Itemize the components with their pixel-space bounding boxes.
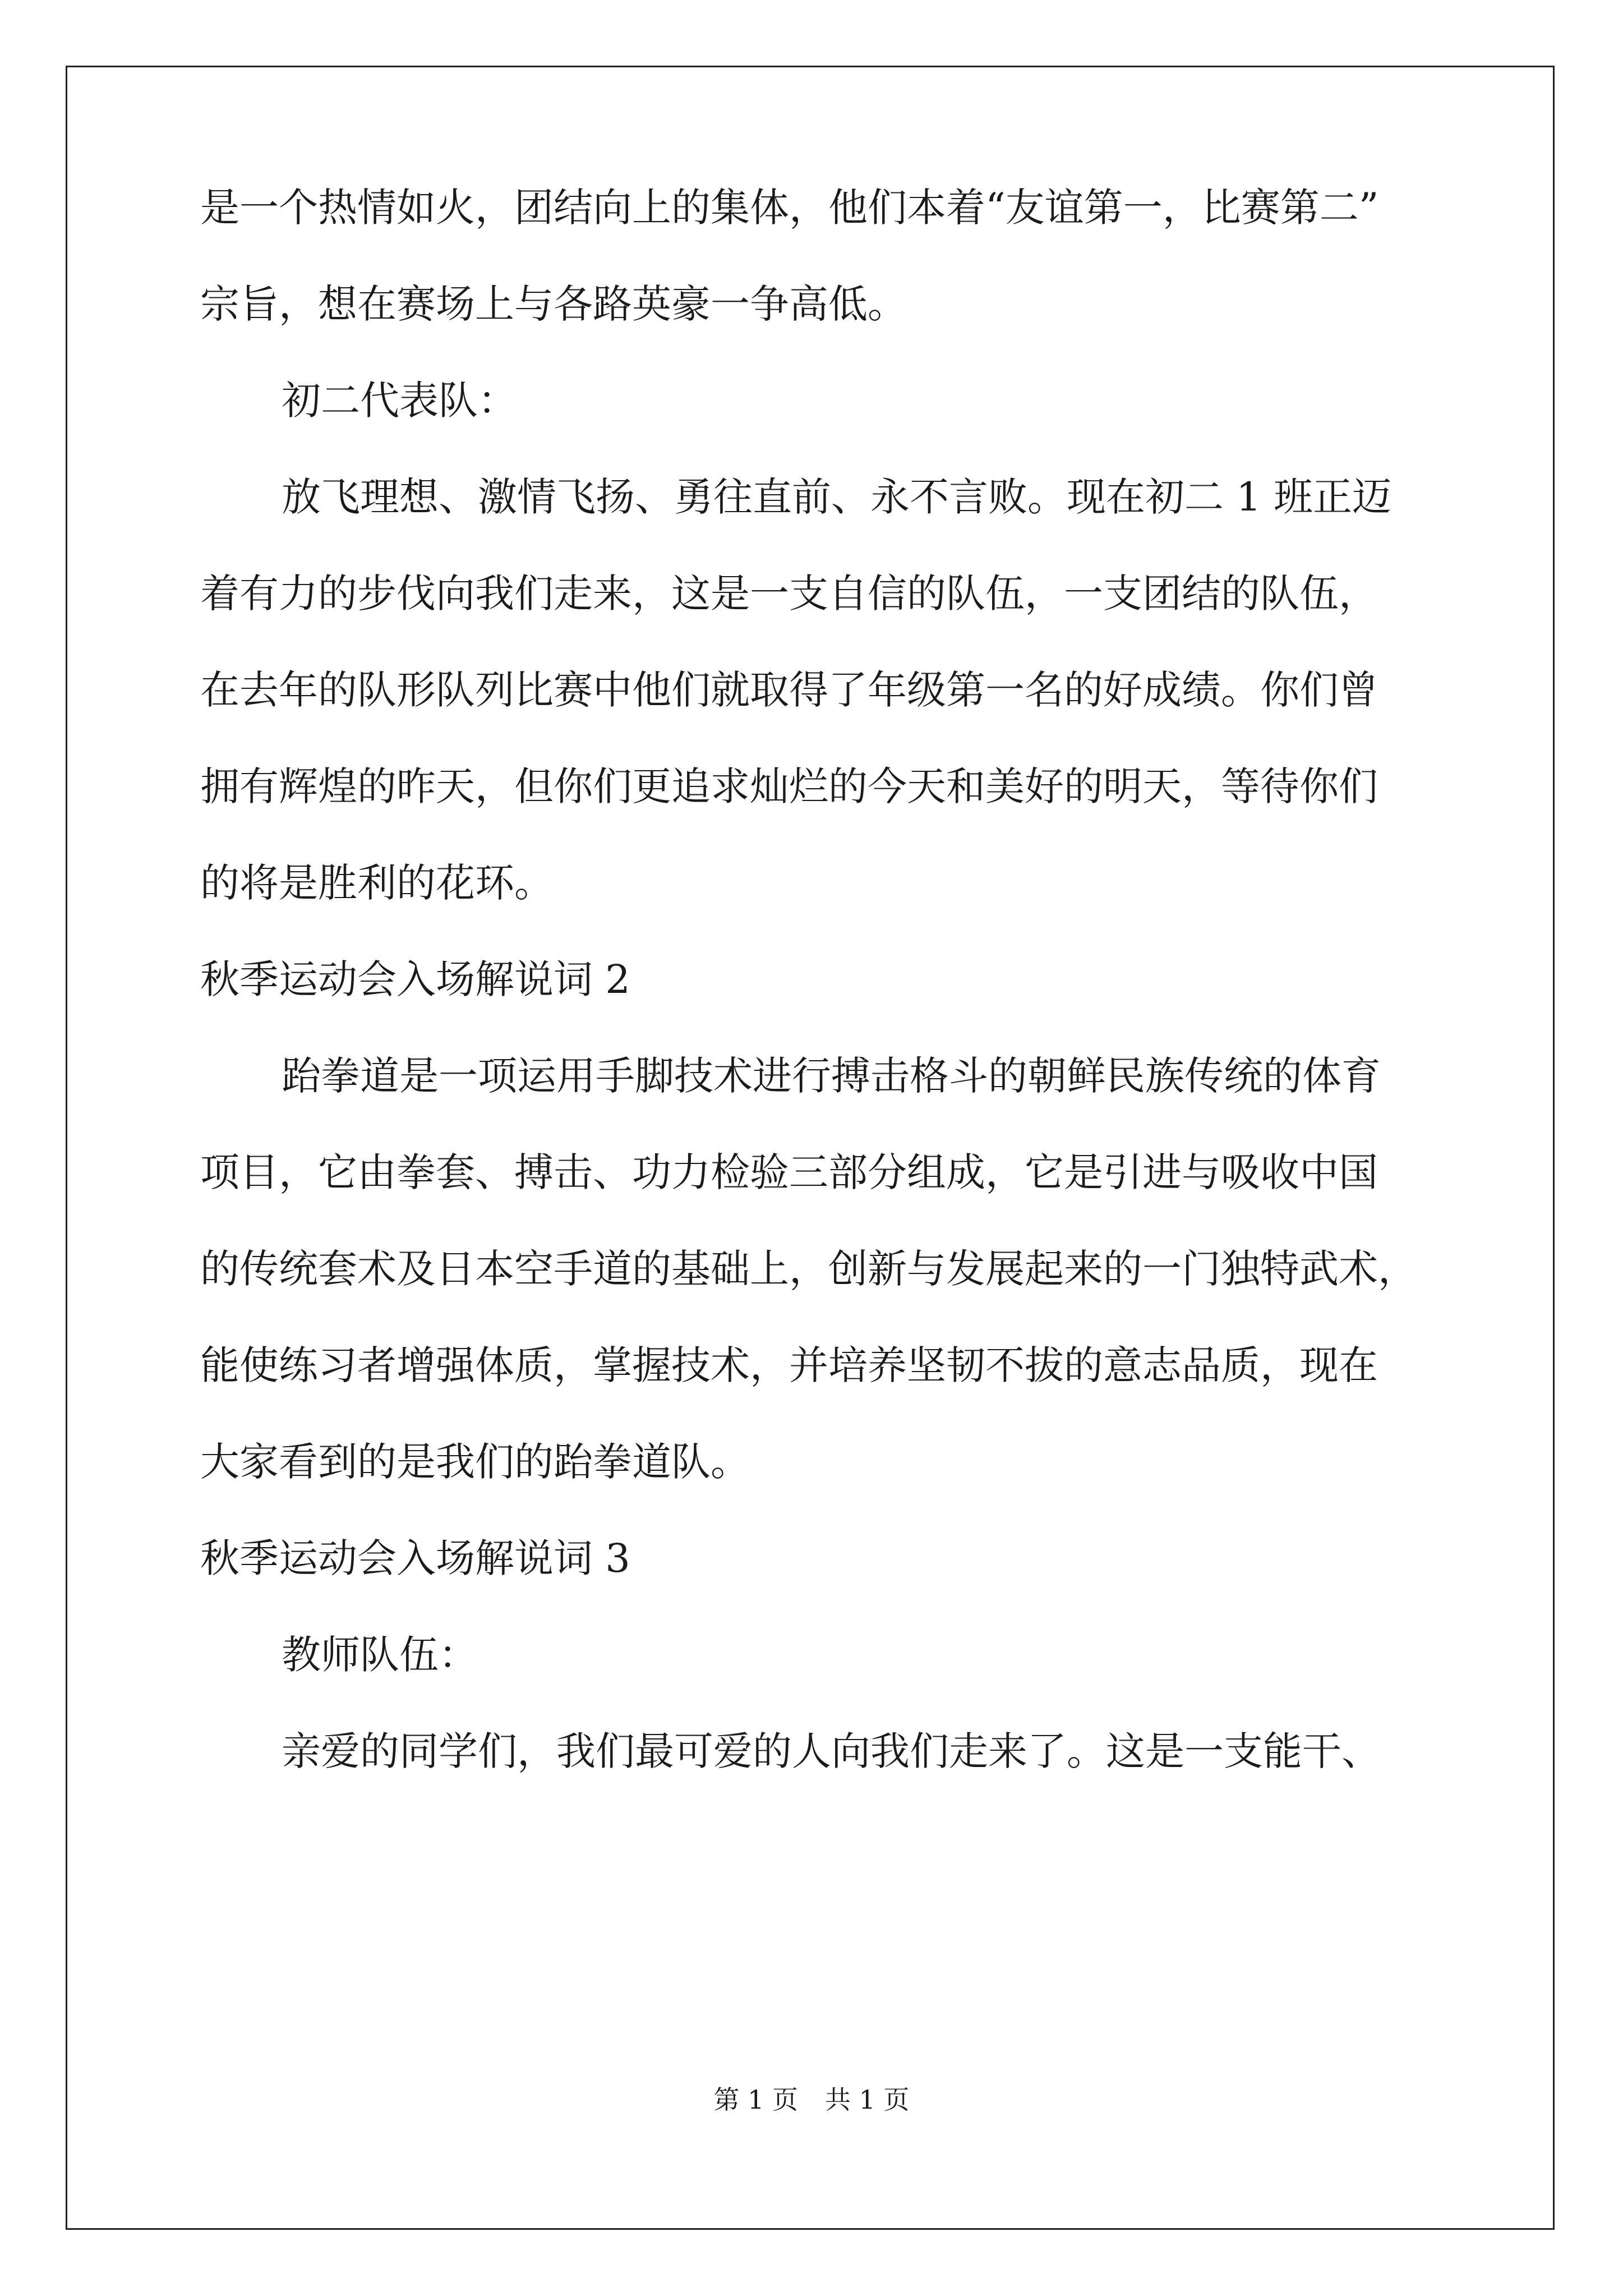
document-body (200, 185, 1462, 1828)
text-line: 的传统套术及日本空手道的基础上，创新与发展起来的一门独特武术， (200, 1246, 1417, 1292)
text-line: 项目，它由拳套、搏击、功力检验三部分组成，它是引进与吸收中国 (200, 1149, 1378, 1195)
section-label: 教师队伍： (282, 1632, 478, 1678)
page-footer (0, 2087, 1623, 2113)
section-label: 初二代表队： (282, 378, 517, 424)
page-number-current: 第 1 页 (713, 2085, 798, 2115)
text-line: 跆拳道是一项运用手脚技术进行搏击格斗的朝鲜民族传统的体育 (282, 1053, 1381, 1099)
text-line: 是一个热情如火，团结向上的集体，他们本着“友谊第一，比赛第二” (200, 185, 1379, 231)
section-heading: 秋季运动会入场解说词 3 (200, 1535, 630, 1581)
text-line: 着有力的步伐向我们走来，这是一支自信的队伍，一支团结的队伍， (200, 570, 1378, 616)
text-line: 能使练习者增强体质，掌握技术，并培养坚韧不拔的意志品质，现在 (200, 1342, 1378, 1388)
text-line: 拥有辉煌的昨天，但你们更追求灿烂的今天和美好的明天，等待你们 (200, 763, 1378, 809)
text-line: 的将是胜利的花环。 (200, 860, 554, 906)
text-line: 大家看到的是我们的跆拳道队。 (200, 1439, 750, 1485)
text-line: 宗旨，想在赛场上与各路英豪一争高低。 (200, 281, 907, 327)
text-line: 放飞理想、激情飞扬、勇往直前、永不言败。现在初二 1 班正迈 (282, 474, 1392, 520)
text-line: 在去年的队形队列比赛中他们就取得了年级第一名的好成绩。你们曾 (200, 667, 1378, 713)
section-heading: 秋季运动会入场解说词 2 (200, 956, 630, 1002)
page-number-total: 共 1 页 (825, 2085, 910, 2115)
text-line: 亲爱的同学们，我们最可爱的人向我们走来了。这是一支能干、 (282, 1728, 1381, 1774)
